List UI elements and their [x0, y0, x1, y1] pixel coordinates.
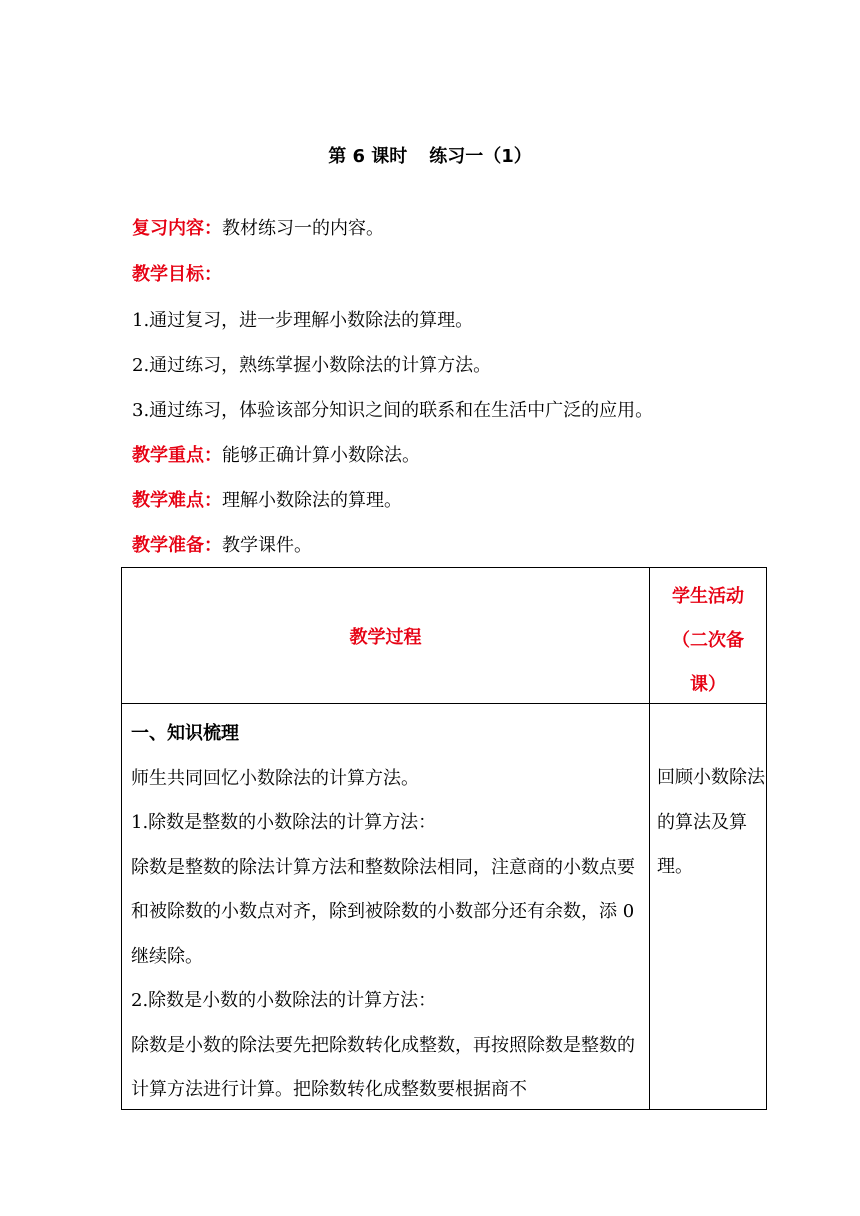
- difficulties-label: 教学难点：: [132, 490, 222, 511]
- key-points-line: [132, 443, 420, 469]
- header-teaching-process-label: 教学过程: [349, 626, 422, 648]
- header-side-line: （二次备: [672, 630, 744, 651]
- header-teaching-process: [122, 568, 649, 703]
- objectives-line: [132, 262, 222, 288]
- page-title: [0, 144, 860, 170]
- review-content-value: 教材练习一的内容。: [222, 218, 384, 239]
- process-paragraph: 2.除数是小数的小数除法的计算方法：: [131, 990, 437, 1011]
- title-lesson: 第 6 课时: [328, 146, 408, 167]
- difficulties-value: 理解小数除法的算理。: [222, 490, 402, 511]
- process-paragraph: 除数是小数的除法要先把除数转化成整数，再按照除数是整数的计算方法进行计算。把除数转化成整数要根据商不: [131, 1034, 635, 1100]
- key-points-label: 教学重点：: [132, 445, 222, 466]
- preparation-value: 教学课件。: [222, 535, 312, 556]
- header-side-line: 学生活动: [672, 586, 744, 607]
- objective-item: 1.通过复习，进一步理解小数除法的算理。: [132, 310, 474, 331]
- objective-item: 3.通过练习，体验该部分知识之间的联系和在生活中广泛的应用。: [132, 400, 654, 421]
- review-content-line: [132, 216, 384, 242]
- process-content: [131, 712, 643, 1113]
- difficulties-line: [132, 488, 402, 514]
- header-student-activity: [650, 575, 766, 707]
- header-side-line: 课）: [690, 674, 726, 695]
- preparation-label: 教学准备：: [132, 535, 222, 556]
- title-topic: 练习一（1）: [429, 146, 532, 167]
- student-activity-note: 回顾小数除法的算法及算理。: [657, 767, 765, 877]
- key-points-value: 能够正确计算小数除法。: [222, 445, 420, 466]
- preparation-line: [132, 533, 312, 559]
- review-content-label: 复习内容：: [132, 218, 222, 239]
- section-title: 一、知识梳理: [131, 723, 239, 744]
- process-paragraph: 1.除数是整数的小数除法的计算方法：: [131, 812, 437, 833]
- objective-item: 2.通过练习，熟练掌握小数除法的计算方法。: [132, 355, 492, 376]
- process-table: [121, 567, 767, 1110]
- process-paragraph: 除数是整数的除法计算方法和整数除法相同，注意商的小数点要和被除数的小数点对齐，除到被除数的小数部分还有余数，添 0 继续除。: [131, 856, 635, 967]
- objectives-label: 教学目标：: [132, 264, 222, 285]
- process-paragraph: 师生共同回忆小数除法的计算方法。: [131, 767, 419, 789]
